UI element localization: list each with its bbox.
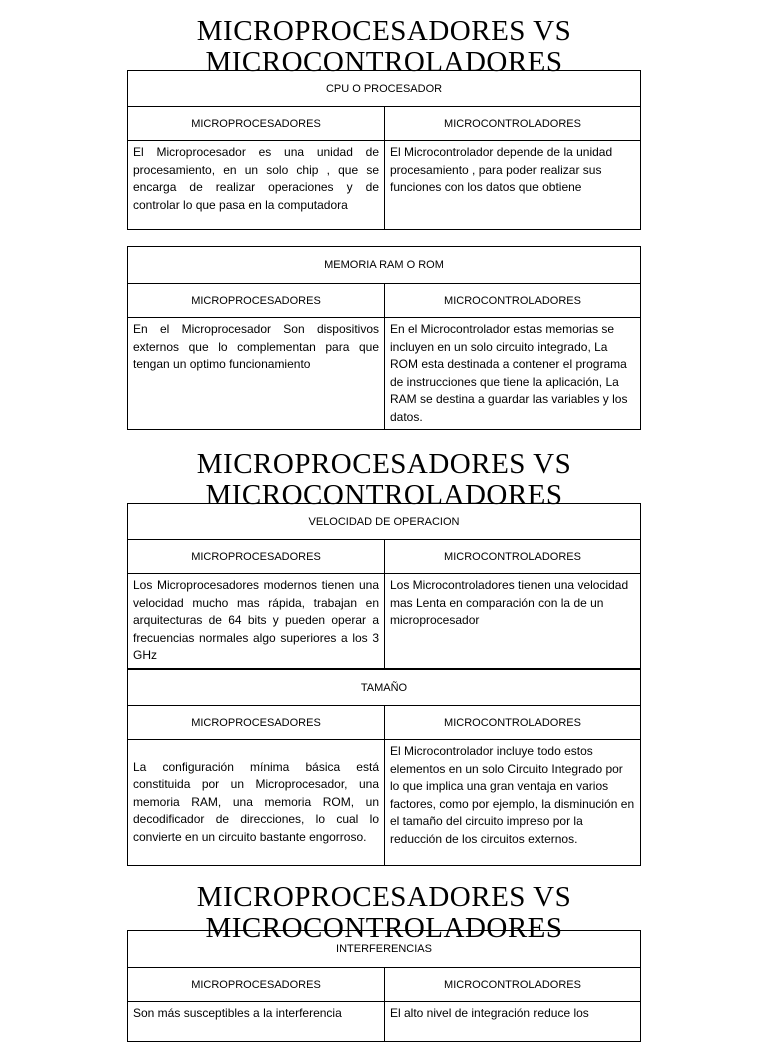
heading-line: MICROCONTROLADORES [205,46,563,78]
table-title: INTERFERENCIAS [128,931,641,968]
comparison-table [127,246,641,430]
table-title: VELOCIDAD DE OPERACION [128,504,641,540]
cell-microcontroladores: El Microcontrolador depende de la unidad procesamiento , para poder realizar sus funciones con los datos que obtiene [385,141,641,230]
column-header-microprocesadores: MICROPROCESADORES [128,540,385,574]
cell-microprocesadores: Son más susceptibles a la interferencia [128,1002,385,1042]
cell-microcontroladores: El Microcontrolador incluye todo estos elementos en un solo Circuito Integrado por lo que implica una gran ventaja en varios factores, como por ejemplo, la disminución en el tamaño del circuito impreso por la reducción de los circuitos externos. [385,740,641,866]
column-header-microprocesadores: MICROPROCESADORES [128,706,385,740]
cell-microprocesadores: El Microprocesador es una unidad de procesamiento, en un solo chip , que se encarga de realizar operaciones y de controlar lo que pasa en la computadora [128,141,385,230]
comparison-table [127,669,641,866]
cell-microcontroladores: En el Microcontrolador estas memorias se incluyen en un solo circuito integrado, La ROM esta destinada a contener el programa de instrucciones que tiene la aplicación, La RAM se destina a guardar las variables y los datos. [385,318,641,430]
section-heading [0,449,768,511]
comparison-table [127,503,641,669]
column-header-microprocesadores: MICROPROCESADORES [128,284,385,318]
column-header-microcontroladores: MICROCONTROLADORES [385,284,641,318]
cell-microprocesadores: Los Microprocesadores modernos tienen una velocidad mucho mas rápida, trabajan en arquitecturas de 64 bits y pueden operar a frecuencias normales algo superiores a los 3 GHz [128,574,385,669]
comparison-table [127,930,641,1042]
heading-line: MICROPROCESADORES VS [196,448,572,480]
comparison-table [127,70,641,230]
cell-microcontroladores: El alto nivel de integración reduce los [385,1002,641,1042]
column-header-microprocesadores: MICROPROCESADORES [128,107,385,141]
cell-microprocesadores: La configuración mínima básica está constituida por un Microprocesador, una memoria RAM, una memoria ROM, un decodificador de direcciones, lo cual lo convierte en un circuito bastante engorroso. [128,740,385,866]
column-header-microcontroladores: MICROCONTROLADORES [385,968,641,1002]
column-header-microcontroladores: MICROCONTROLADORES [385,540,641,574]
column-header-microprocesadores: MICROPROCESADORES [128,968,385,1002]
table-title: CPU O PROCESADOR [128,71,641,107]
heading-line: MICROPROCESADORES VS [196,881,572,913]
heading-line: MICROPROCESADORES VS [196,15,572,47]
table-title: TAMAÑO [128,670,641,706]
column-header-microcontroladores: MICROCONTROLADORES [385,107,641,141]
heading-line: MICROCONTROLADORES [205,912,563,944]
section-heading [0,16,768,78]
column-header-microcontroladores: MICROCONTROLADORES [385,706,641,740]
cell-microprocesadores: En el Microprocesador Son dispositivos externos que lo complementan para que tengan un optimo funcionamiento [128,318,385,430]
heading-line: MICROCONTROLADORES [205,479,563,511]
table-title: MEMORIA RAM O ROM [128,247,641,284]
cell-microcontroladores: Los Microcontroladores tienen una velocidad mas Lenta en comparación con la de un microprocesador [385,574,641,669]
